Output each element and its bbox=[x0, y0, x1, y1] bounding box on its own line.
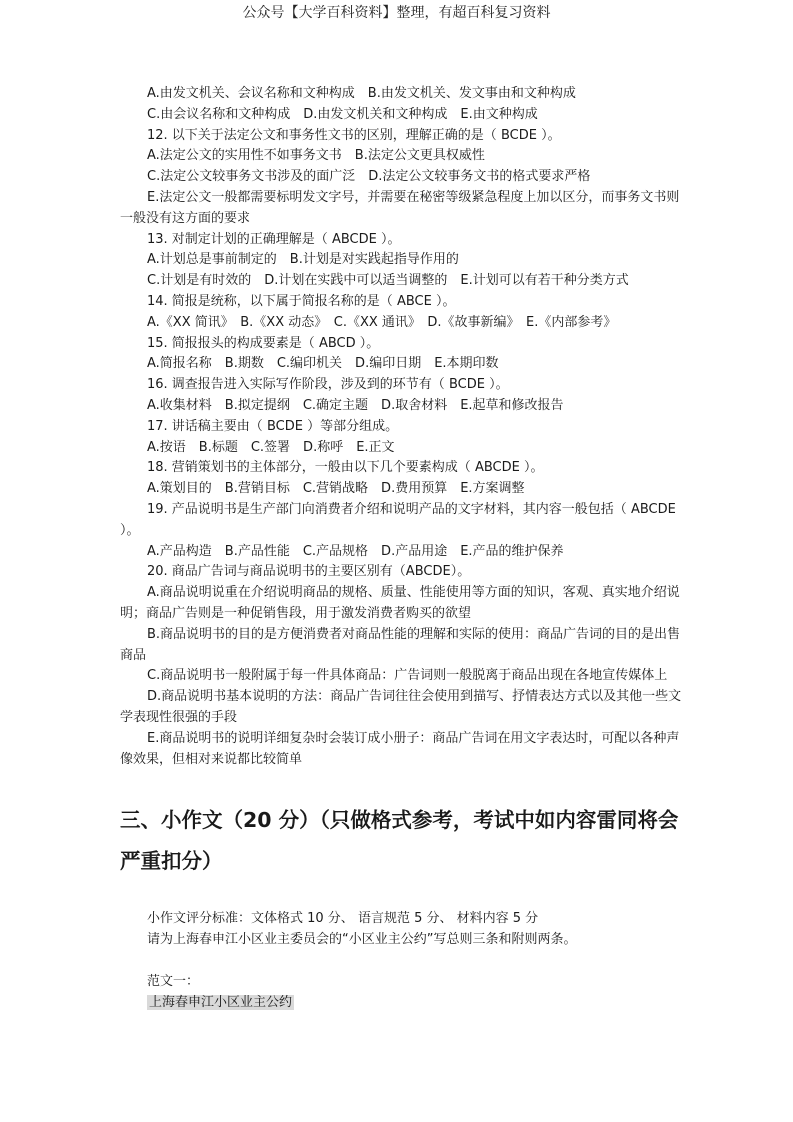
section-heading: 三、小作文（20 分）（只做格式参考，考试中如内容雷同将会严重扣分） bbox=[120, 808, 679, 873]
paragraph: A.计划总是事前制定的 B.计划是对实践起指导作用的 bbox=[147, 252, 459, 268]
sample-title: 上海春申江小区业主公约 bbox=[149, 995, 293, 1010]
paragraph: A.收集材料 B.拟定提纲 C.确定主题 D.取舍材料 E.起草和修改报告 bbox=[147, 397, 564, 413]
page-header: 公众号【大学百科资料】整理，有超百科复习资料 bbox=[242, 5, 551, 21]
spacer bbox=[120, 950, 682, 971]
paragraph: 14. 简报是统称，以下属于简报名称的是（ ABCE ）。 bbox=[147, 293, 456, 309]
paragraph: B.商品说明书的目的是方便消费者对商品性能的理解和实际的使用：商品广告词的目的是出售商品 bbox=[120, 626, 681, 663]
paragraph: A.按语 B.标题 C.签署 D.称呼 E.正文 bbox=[147, 439, 395, 455]
paragraph: 18. 营销策划书的主体部分，一般由以下几个要素构成（ ABCDE ）。 bbox=[147, 460, 544, 476]
paragraph: D.商品说明书基本说明的方法：商品广告词往往会使用到描写、抒情表达方式以及其他一些文学表现性很强的手段 bbox=[120, 689, 682, 725]
essay-section bbox=[120, 908, 682, 1013]
paragraph: 15. 简报报头的构成要素是（ ABCD ）。 bbox=[147, 335, 380, 351]
sample-label: 范文一： bbox=[147, 974, 200, 989]
paragraph: 16. 调查报告进入实际写作阶段，涉及到的环节有（ BCDE ）。 bbox=[147, 377, 509, 393]
paragraph: A.简报名称 B.期数 C.编印机关 D.编印日期 E.本期印数 bbox=[147, 356, 499, 372]
paragraph: C.法定公文较事务文书涉及的面广泛 D.法定公文较事务文书的格式要求严格 bbox=[147, 169, 591, 185]
question-list bbox=[120, 84, 682, 770]
scoring-criteria: 小作文评分标准：文体格式 10 分、 语言规范 5 分、 材料内容 5 分 bbox=[147, 911, 539, 926]
paragraph: E.商品说明书的说明详细复杂时会装订成小册子：商品广告词在用文字表达时，可配以各种声像效果，但相对来说都比较简单 bbox=[120, 730, 680, 767]
paragraph: C.商品说明书一般附属于每一件具体商品：广告词则一般脱离于商品出现在各地宣传媒体上 bbox=[147, 668, 668, 684]
paragraph: A.《XX 简讯》 B.《XX 动态》 C.《XX 通讯》 D.《故事新编》 E.《内部参考》 bbox=[147, 314, 617, 330]
paragraph: 17. 讲话稿主要由（ BCDE ）等部分组成。 bbox=[147, 418, 399, 434]
paragraph: A.商品说明说重在介绍说明商品的规格、质量、性能使用等方面的知识，客观、真实地介绍说明；商品广告则是一种促销售段，用于激发消费者购买的欲望 bbox=[120, 585, 680, 621]
paragraph: 19. 产品说明书是生产部门向消费者介绍和说明产品的文字材料，其内容一般包括（ ABCDE ）。 bbox=[120, 501, 676, 538]
paragraph: 12. 以下关于法定公文和事务性文书的区别，理解正确的是（ BCDE ）。 bbox=[147, 127, 561, 143]
paragraph: 20. 商品广告词与商品说明书的主要区别有（ABCDE）。 bbox=[147, 564, 471, 580]
paragraph: 13. 对制定计划的正确理解是（ ABCDE ）。 bbox=[147, 231, 401, 247]
sample-title-line bbox=[120, 992, 682, 1013]
paragraph: E.法定公文一般都需要标明发文字号，并需要在秘密等级紧急程度上加以区分，而事务文书则一般没有这方面的要求 bbox=[120, 189, 680, 226]
paragraph: A.产品构造 B.产品性能 C.产品规格 D.产品用途 E.产品的维护保养 bbox=[147, 543, 564, 559]
paragraph: A.由发文机关、会议名称和文种构成 B.由发文机关、发文事由和文种构成 bbox=[147, 86, 576, 101]
essay-prompt: 请为上海春申江小区业主委员会的“小区业主公约”写总则三条和附则两条。 bbox=[147, 932, 577, 947]
paragraph: C.计划是有时效的 D.计划在实践中可以适当调整的 E.计划可以有若干种分类方式 bbox=[147, 273, 629, 289]
paragraph: C.由会议名称和文种构成 D.由发文机关和文种构成 E.由文种构成 bbox=[147, 106, 538, 122]
paragraph: A.法定公文的实用性不如事务文书 B.法定公文更具权威性 bbox=[147, 148, 485, 164]
paragraph: A.策划目的 B.营销目标 C.营销战略 D.费用预算 E.方案调整 bbox=[147, 481, 525, 497]
